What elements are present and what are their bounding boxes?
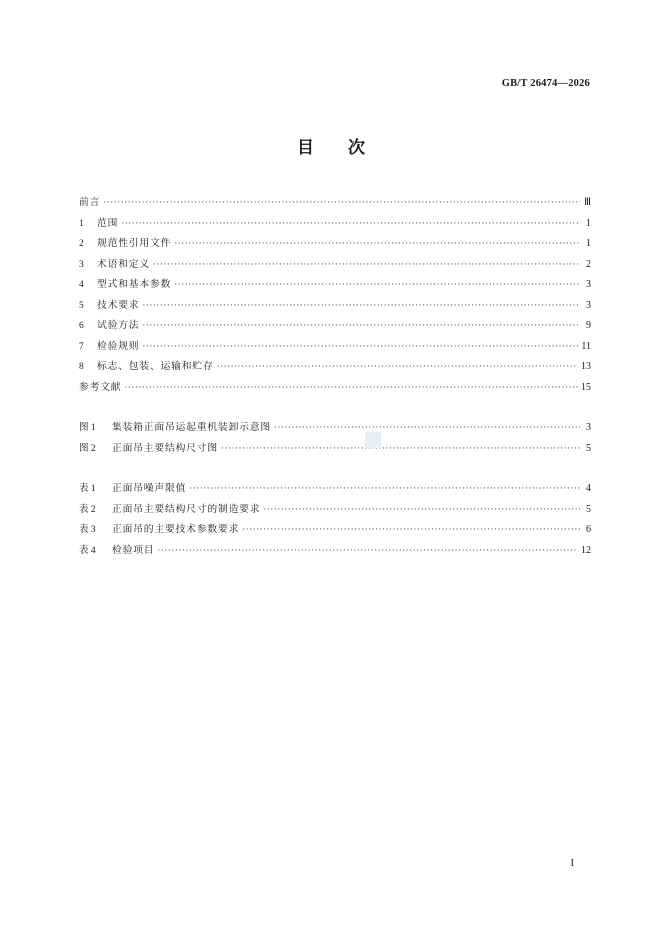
- toc-entry-page: 3: [586, 279, 591, 290]
- highlight-mark: [365, 432, 381, 448]
- figure-number: 图 1: [79, 423, 96, 433]
- toc-entry-terms[interactable]: [79, 254, 591, 275]
- toc-entry-label: 术语和定义: [97, 258, 150, 270]
- table-page: 12: [581, 544, 591, 556]
- toc-entry-label: 技术要求: [97, 299, 140, 311]
- toc-entry-label: 检验规则: [97, 340, 140, 352]
- toc-entry-number: 4: [79, 280, 84, 290]
- toc-title: 目次: [297, 138, 399, 158]
- toc-entry-page: 3: [586, 299, 591, 311]
- toc-entry-number: 7: [79, 341, 84, 352]
- toc-entry-page: 2: [586, 258, 591, 270]
- dot-leader: [153, 254, 580, 275]
- toc-entry-number: 1: [79, 218, 84, 229]
- toc-entry-test-methods[interactable]: [79, 315, 591, 336]
- toc-entry-bibliography[interactable]: [79, 377, 591, 398]
- table-label: 正面吊噪声限值: [112, 483, 187, 494]
- toc-entry-label: 参考文献: [79, 381, 122, 393]
- toc-figure-entry[interactable]: [79, 438, 591, 459]
- toc-figure-entry[interactable]: [79, 417, 591, 438]
- spacer: [79, 458, 591, 478]
- dot-leader: [121, 213, 580, 234]
- toc-entry-label: 标志、包装、运输和贮存: [97, 361, 214, 372]
- dot-leader: [274, 417, 580, 438]
- toc-entry-inspection-rules[interactable]: [79, 336, 591, 357]
- page-number: I: [570, 858, 574, 869]
- toc-entry-label: 试验方法: [97, 320, 140, 331]
- toc-entry-label: 前言: [79, 197, 101, 208]
- table-number: 表 1: [79, 484, 96, 494]
- figure-number: 图 2: [79, 443, 96, 454]
- toc-entry-label: 型式和基本参数: [97, 279, 172, 290]
- table-number: 表 4: [79, 545, 96, 556]
- dot-leader: [221, 438, 580, 459]
- table-page: 5: [586, 503, 591, 515]
- dot-leader: [142, 336, 578, 357]
- spacer: [79, 397, 591, 417]
- table-label: 检验项目: [112, 544, 155, 556]
- toc-table-entry[interactable]: [79, 499, 591, 520]
- dot-leader: [174, 233, 580, 254]
- toc-entry-number: 3: [79, 259, 84, 270]
- dot-leader: [189, 478, 580, 499]
- dot-leader: [103, 192, 580, 213]
- table-number: 表 3: [79, 525, 96, 535]
- figure-label: 集装箱正面吊运起重机装卸示意图: [112, 422, 271, 433]
- dot-leader: [142, 295, 580, 316]
- table-page: 6: [586, 524, 591, 535]
- table-label: 正面吊主要结构尺寸的制造要求: [112, 503, 261, 515]
- toc-entry-number: 6: [79, 321, 84, 331]
- toc-entry-scope[interactable]: [79, 213, 591, 234]
- toc-entry-page: Ⅲ: [584, 197, 591, 208]
- toc-entry-number: 8: [79, 362, 84, 372]
- toc-entry-label: 范围: [97, 217, 119, 229]
- toc-table-entry[interactable]: [79, 519, 591, 540]
- figure-page: 3: [586, 422, 591, 433]
- dot-leader: [157, 540, 578, 561]
- toc-entry-page: 15: [581, 381, 591, 393]
- table-number: 表 2: [79, 504, 96, 515]
- dot-leader: [124, 377, 578, 398]
- figure-label: 正面吊主要结构尺寸图: [112, 442, 218, 454]
- dot-leader: [142, 315, 580, 336]
- toc-table-entry[interactable]: [79, 478, 591, 499]
- table-label: 正面吊的主要技术参数要求: [112, 524, 240, 535]
- dot-leader: [263, 499, 580, 520]
- toc-entry-page: 1: [586, 238, 591, 249]
- toc-entry-number: 5: [79, 300, 84, 311]
- toc-entry-types-parameters[interactable]: [79, 274, 591, 295]
- toc-entry-page: 13: [581, 361, 591, 372]
- dot-leader: [217, 356, 578, 377]
- toc-entry-label: 规范性引用文件: [97, 238, 172, 249]
- toc-entry-normative-references[interactable]: [79, 233, 591, 254]
- toc-entry-page: 1: [586, 217, 591, 229]
- toc-table-entry[interactable]: [79, 540, 591, 561]
- standard-code: GB/T 26474—2026: [501, 78, 590, 89]
- dot-leader: [242, 519, 580, 540]
- figure-page: 5: [586, 442, 591, 454]
- toc-entry-marking-packaging[interactable]: [79, 356, 591, 377]
- toc-entry-page: 11: [581, 340, 591, 352]
- toc-entry-number: 2: [79, 239, 84, 249]
- table-of-contents: [79, 192, 591, 560]
- dot-leader: [174, 274, 580, 295]
- toc-entry-technical-requirements[interactable]: [79, 295, 591, 316]
- toc-entry-foreword[interactable]: [79, 192, 591, 213]
- table-page: 4: [586, 483, 591, 494]
- toc-entry-page: 9: [586, 320, 591, 331]
